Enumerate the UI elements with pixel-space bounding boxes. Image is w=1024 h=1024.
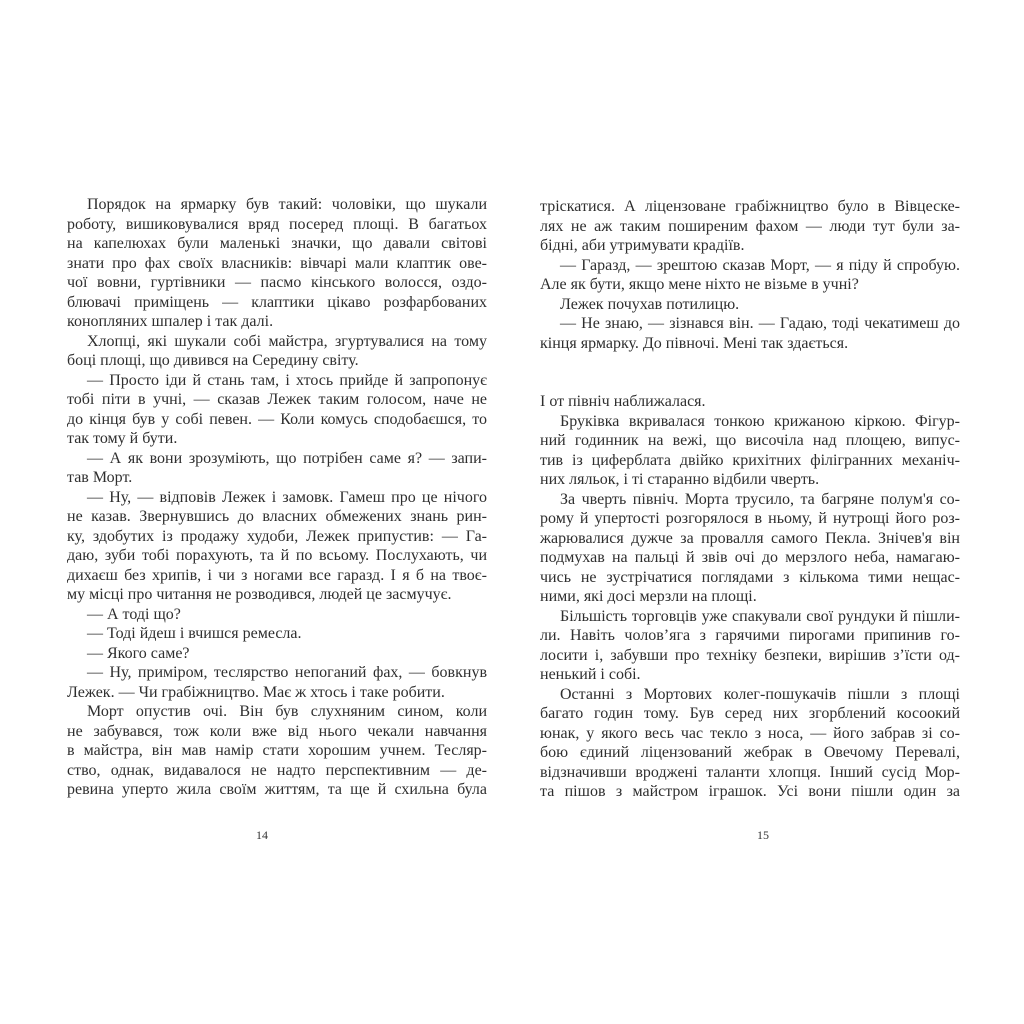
text-line: ний годинник на вежі, що височіла над площею, випус- [540,432,960,449]
text-line: жарювалися дужче за провалля самого Пекла. Знічев'я він [540,529,960,547]
text-line: ненький і собі. [540,666,641,683]
text-line: Лежек. — Чи грабіжництво. Має ж хтось і таке робити. [67,683,445,701]
text-line: лосити і, забувши про техніку безпеки, вирішив з’їсти од- [540,646,960,664]
text-line: до кінця був у собі певен. — Коли комусь сподобаєшся, то [67,410,487,428]
text-line: та пішов з майстром іграшок. Усі вони пішли один за [540,783,960,800]
text-line: ство, однак, видавалося не надто перспективним — де- [67,761,487,779]
text-line: боці площі, що дивився на Середину світу. [67,352,359,369]
text-line: чись не зустрічатися поглядами з кількома тими нещас- [540,568,960,586]
text-line: Останні з Мортових колег-пошукачів пішли з площі [560,685,960,703]
text-line: За чверть північ. Морта трусило, та багряне полум'я со- [560,490,960,508]
text-line: рому й упертості розгорялося в ньому, й нутрощі його роз- [540,510,960,527]
text-line: — А як вони зрозуміють, що потрібен саме я? — запи- [87,449,487,467]
left-page [67,195,487,800]
text-line: знати про фах своїх власників: вівчарі мали клаптик ове- [67,254,487,272]
text-line: на капелюхах були маленькі значки, що давали світові [67,235,487,252]
text-line: подмухав на пальці й звів очі до мерзлого неба, намагаю- [540,549,960,566]
text-line: тобі піти в учні, — сказав Лежек таким голосом, наче не [67,391,487,408]
text-line: них ляльок, і ті старанно відбили чверть. [540,471,820,488]
text-section [540,197,960,353]
text-line: Більшість торговців уже спакували свої рундуки й пішли- [560,607,960,625]
text-line: не казав. Звернувшись до власних обмежених знань рин- [67,508,487,525]
text-line: Хлопці, які шукали собі майстра, згуртувалися на тому [87,332,487,350]
text-line: тав Морт. [67,469,133,486]
text-line: не забувався, тож коли вже від нього чекали навчання [67,722,487,740]
text-line: Але як бути, якщо мене ніхто не візьме в учні? [540,276,859,293]
text-line: роботу, вишиковувалися вряд посеред площі. В багатьох [67,215,487,233]
text-line: тив із циферблата двійко крихітних філігранних механіч- [540,451,960,469]
text-line: даю, зуби тобі порахують, та й по всьому. Послухають, чи [67,547,487,564]
text-line: — Не знаю, — зізнався він. — Гадаю, тоді чекатимеш до [560,315,960,332]
page-number-left: 14 [256,828,268,842]
text-line: — Ну, — відповів Лежек і замовк. Гамеш про це нічого [87,488,487,506]
text-line: в майстра, він мав намір стати хорошим учнем. Тесляр- [67,742,487,759]
text-line: лях не аж таким поширеним фахом — люди тут були за- [540,217,960,235]
text-line: му місці про читання не розводився, людей це засмучує. [67,586,452,603]
text-line: — А тоді що? [87,605,181,623]
text-line: — Гаразд, — зрештою сказав Морт, — я піду й спробую. [560,256,960,274]
text-line: Лежек почухав потилицю. [560,295,740,313]
page-number-right: 15 [757,828,769,842]
text-line: блювачі приміщень — клаптики цікаво розфарбованих [67,293,487,311]
text-line: відзначивши вроджені таланти хлопця. Інший сусід Мор- [540,763,960,781]
text-line: багато годин тому. Був серед них згорблений косоокий [540,705,960,722]
text-line: ку, здобутих із продажу худоби, Лежек припустив: — Га- [67,527,487,545]
text-line: бою єдиний ліцензований жебрак в Овечому Перевалі, [540,744,960,761]
text-line: бідні, аби утримувати крадіїв. [540,237,745,254]
text-line: кінця ярмарку. До півночі. Мені так здається. [540,334,849,352]
text-line: — Просто іди й стань там, і хтось прийде й запропонує [87,371,487,389]
text-line: ли. Навіть чолов’яга з гарячими пирогами припинив го- [540,627,960,644]
text-section [67,195,487,800]
text-line: ревина уперто жила своїм життям, та ще й схильна була [67,781,487,798]
text-line: — Ну, приміром, теслярство непоганий фах, — бовкнув [87,664,487,681]
right-page [540,197,960,802]
text-line: чої вовни, гуртівники — пасмо кінського волосся, оздо- [67,274,487,291]
text-line: конопляних шпалер і так далі. [67,313,274,330]
text-line: І от північ наближалася. [540,393,706,410]
text-line: юнак, у якого весь час текло з носа, — його забрав зі со- [540,724,960,742]
text-line: — Якого саме? [87,644,190,662]
text-line: — Тоді йдеш і вчишся ремесла. [87,625,302,642]
text-section [540,392,960,802]
text-line: ними, які досі мерзли на площі. [540,588,757,605]
text-line: так тому й бути. [67,430,178,447]
text-line: дихаєш без хрипів, і чи з ногами все гаразд. І я б на твоє- [67,566,487,584]
text-line: тріскатися. А ліцензоване грабіжництво було в Вівцеске- [540,198,960,215]
text-line: Морт опустив очі. Він був слухняним сином, коли [87,703,487,720]
text-line: Порядок на ярмарку був такий: чоловіки, що шукали [87,196,487,213]
text-line: Бруківка вкривалася тонкою крижаною кіркою. Фігур- [560,412,960,430]
